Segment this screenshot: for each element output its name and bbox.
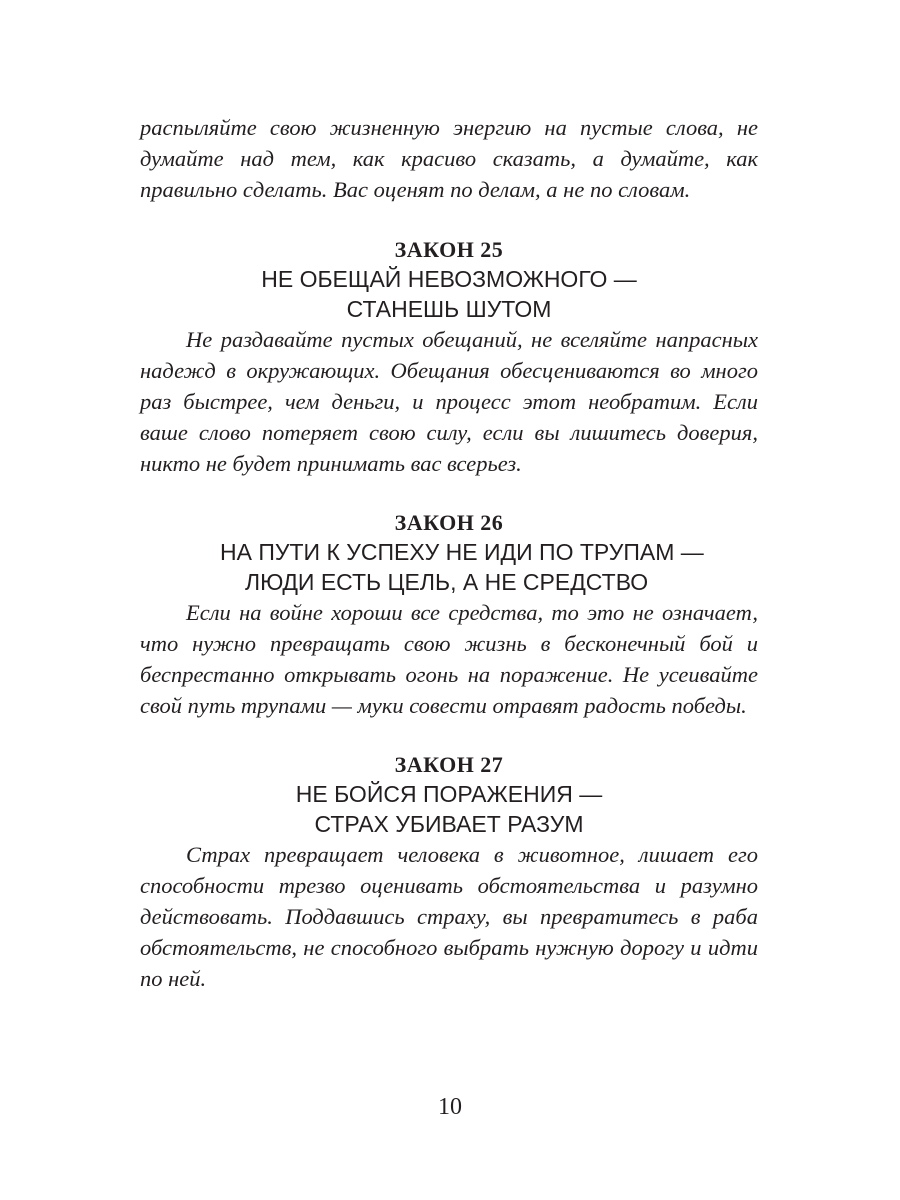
law-26-number: ЗАКОН 26 [394, 510, 504, 535]
law-27-title-line-2: СТРАХ УБИВАЕТ РАЗУМ [314, 811, 584, 837]
law-26-body: Если на войне хороши все средства, то это не означает, что нужно превращать свою жизнь в бесконечный бой и беспрестанно открывать огонь на поражение. Не усеивайте свой путь трупами — муки совести отравят радость победы. [140, 600, 758, 718]
law-25-title-line-1: НЕ ОБЕЩАЙ НЕВОЗМОЖНОГО — [261, 266, 637, 292]
law-25-number: ЗАКОН 25 [394, 237, 504, 262]
page-number: 10 [438, 1094, 462, 1120]
law-27-number: ЗАКОН 27 [394, 752, 504, 777]
law-25-body: Не раздавайте пустых обещаний, не вселяйте напрасных надежд в окружающих. Обещания обесцениваются во много раз быстрее, чем деньги, и процесс этот необратим. Если ваше слово потеряет свою силу, если вы лишитесь доверия, никто не будет принимать вас всерьез. [140, 327, 758, 476]
law-27-section [140, 750, 758, 994]
law-27-title-line-1: НЕ БОЙСЯ ПОРАЖЕНИЯ — [295, 781, 603, 807]
law-26-section [140, 508, 758, 721]
page-body [140, 112, 758, 994]
law-25-section [140, 235, 758, 479]
law-26-title-line-2: ЛЮДИ ЕСТЬ ЦЕЛЬ, А НЕ СРЕДСТВО [245, 569, 649, 595]
intro-paragraph: распыляйте свою жизненную энергию на пустые слова, не думайте над тем, как красиво сказать, а думайте, как правильно сделать. Вас оценят по делам, а не по словам. [140, 115, 758, 202]
law-27-body: Страх превращает человека в животное, лишает его способности трезво оценивать обстоятельства и разумно действовать. Поддавшись страху, вы превратитесь в раба обстоятельств, не способного выбрать нужную дорогу и идти по ней. [140, 842, 758, 991]
law-25-title-line-2: СТАНЕШЬ ШУТОМ [346, 296, 552, 322]
law-26-title-line-1: НА ПУТИ К УСПЕХУ НЕ ИДИ ПО ТРУПАМ — [220, 539, 704, 565]
